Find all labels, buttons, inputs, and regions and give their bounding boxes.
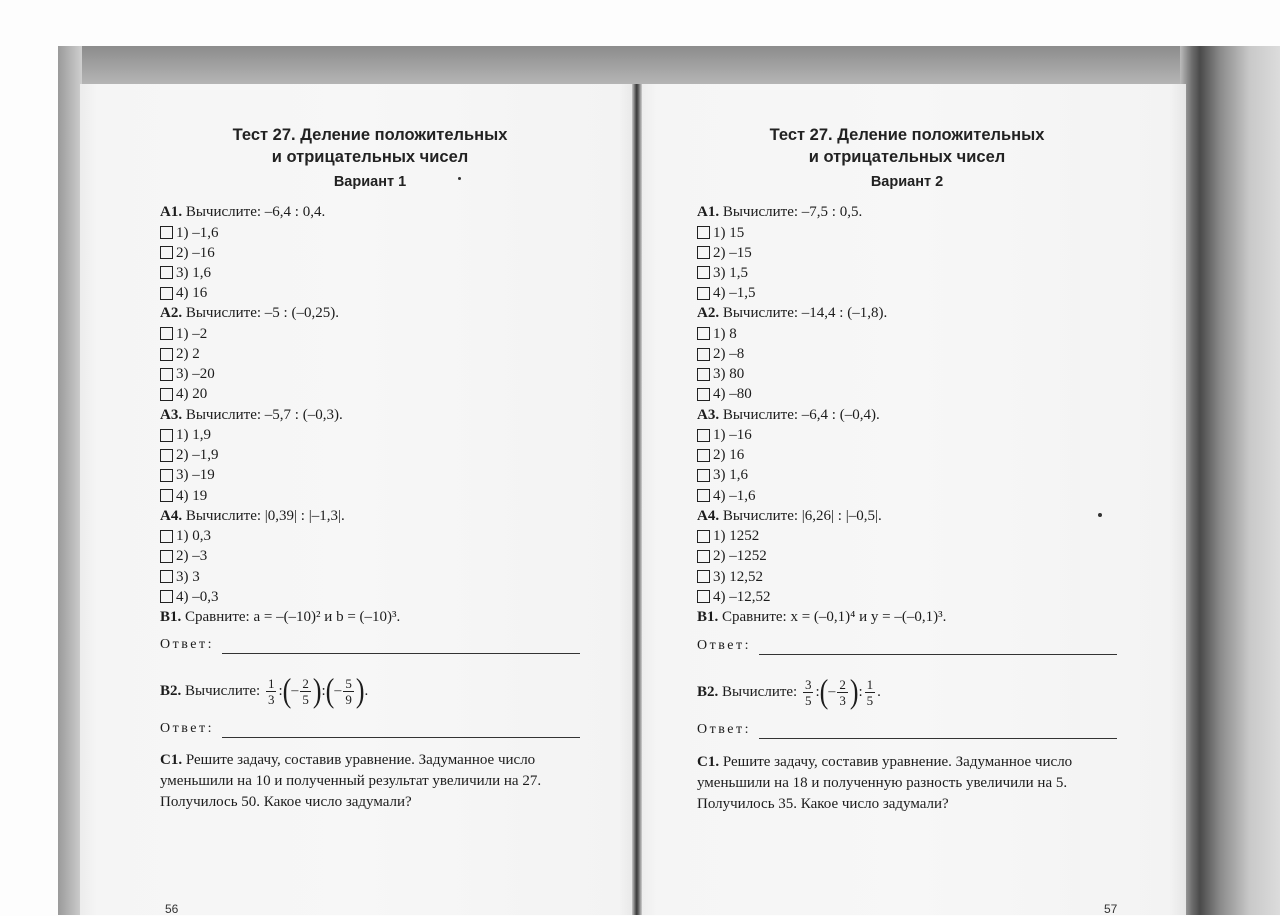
checkbox[interactable] — [160, 429, 173, 442]
option-label: 4) –1,5 — [713, 285, 756, 302]
answer-field-b1[interactable] — [697, 638, 1117, 658]
question-text — [160, 506, 600, 527]
option-label: 1) 15 — [713, 224, 745, 241]
option-label: 3) 3 — [176, 568, 200, 585]
checkbox[interactable] — [697, 348, 710, 361]
option-label: 2) –16 — [176, 244, 215, 261]
question-prompt: Вычислите: –5,7 : (–0,3). — [185, 406, 343, 423]
answer-option[interactable] — [697, 486, 1137, 506]
option-label: 2) –1252 — [713, 548, 767, 565]
option-label: 1) 1252 — [713, 528, 760, 545]
question-text — [697, 303, 1137, 324]
question-label: В2. — [697, 683, 719, 700]
question-label: А1. — [160, 204, 183, 220]
test-title-line-1: Тест 27. Деление положительных — [769, 126, 1045, 144]
question-text — [697, 202, 1137, 223]
answer-option[interactable] — [160, 425, 600, 445]
question-label: В2. — [160, 682, 182, 699]
option-label: 2) –1,9 — [176, 447, 219, 464]
answer-option[interactable] — [160, 587, 600, 607]
checkbox[interactable] — [160, 530, 173, 543]
denominator: 5 — [804, 692, 812, 708]
test-title-line-2: и отрицательных чисел — [271, 148, 469, 166]
answer-option[interactable] — [697, 324, 1137, 344]
checkbox[interactable] — [160, 246, 173, 259]
checkbox[interactable] — [160, 287, 173, 300]
question-prompt: Решите задачу, составив уравнение. Задуманное число уменьшили на 18 и полученную разность увеличили на 5. Получилось 35. Какое число задумали? — [697, 754, 1073, 812]
option-label: 3) 80 — [713, 366, 745, 383]
numerator: 1 — [267, 675, 275, 691]
option-label: 4) 20 — [176, 386, 208, 403]
option-label: 1) 1,9 — [176, 427, 211, 443]
checkbox[interactable] — [697, 368, 710, 381]
question-label: А4. — [160, 507, 183, 524]
question-b1 — [697, 607, 1137, 628]
question-text — [160, 405, 600, 426]
answer-option[interactable] — [160, 263, 600, 283]
question-text — [697, 506, 1137, 527]
answer-underline[interactable] — [759, 738, 1117, 739]
checkbox[interactable] — [160, 388, 173, 401]
option-label: 4) –0,3 — [176, 588, 219, 605]
question-a3 — [160, 405, 600, 506]
question-b2: В2. Вычислите: $\frac{3}{5}$ : ( – $\frac{2}{3}$ ) : $\frac{1}{5}$ . — [697, 672, 881, 711]
scan-edge-left — [58, 46, 82, 915]
answer-option[interactable] — [160, 465, 600, 485]
test-title-line-2: и отрицательных чисел — [808, 148, 1006, 166]
question-prompt: Вычислите: |6,26| : |–0,5|. — [722, 507, 882, 524]
answer-option[interactable] — [697, 283, 1137, 303]
question-a2 — [160, 303, 600, 404]
checkbox[interactable] — [160, 469, 173, 482]
answer-option[interactable] — [697, 364, 1137, 384]
option-label: 2) 16 — [713, 447, 745, 464]
option-label: 4) 16 — [176, 285, 208, 302]
question-prompt: Вычислите: –14,4 : (–1,8). — [722, 305, 888, 322]
answer-option[interactable] — [697, 243, 1137, 263]
checkbox[interactable] — [160, 550, 173, 563]
checkbox[interactable] — [160, 348, 173, 361]
checkbox[interactable] — [697, 287, 710, 300]
checkbox[interactable] — [697, 327, 710, 340]
question-prompt: Вычислите: |0,39| : |–1,3|. — [185, 507, 345, 524]
checkbox[interactable] — [697, 388, 710, 401]
page-number-left: 56 — [165, 902, 179, 916]
answer-option[interactable] — [697, 465, 1137, 485]
fraction — [865, 677, 876, 708]
option-label: 2) 2 — [176, 345, 200, 362]
option-label: 3) 12,52 — [713, 568, 763, 585]
question-prompt: Сравните: x = (–0,1)⁴ и y = –(–0,1)³. — [722, 609, 947, 625]
question-label: А3. — [697, 406, 720, 423]
checkbox[interactable] — [697, 226, 710, 239]
question-list — [697, 202, 1137, 628]
question-text — [160, 303, 600, 324]
question-a1 — [697, 202, 1137, 303]
question-text — [697, 405, 1137, 426]
question-label: С1. — [160, 752, 183, 768]
answer-option[interactable] — [697, 384, 1137, 404]
question-label: А1. — [697, 204, 720, 220]
checkbox[interactable] — [697, 266, 710, 279]
question-a4 — [697, 506, 1137, 607]
answer-underline[interactable] — [222, 653, 580, 654]
checkbox[interactable] — [697, 530, 710, 543]
question-label: А2. — [697, 305, 720, 322]
checkbox[interactable] — [697, 590, 710, 603]
answer-option[interactable] — [160, 364, 600, 384]
variant-heading: Вариант 2 — [870, 174, 944, 190]
answer-option[interactable] — [160, 344, 600, 364]
answer-option[interactable] — [160, 486, 600, 506]
answer-option[interactable] — [697, 223, 1137, 243]
option-label: 4) –80 — [713, 386, 752, 403]
checkbox[interactable] — [160, 226, 173, 239]
answer-field-b2[interactable] — [697, 722, 1117, 742]
option-label: 2) –3 — [176, 548, 208, 565]
checkbox[interactable] — [160, 449, 173, 462]
option-label: 1) –2 — [176, 325, 208, 342]
question-c1 — [697, 752, 1122, 815]
numerator: 5 — [345, 675, 352, 691]
option-label: 3) 1,6 — [713, 467, 748, 484]
option-label: 1) 8 — [713, 325, 737, 342]
question-prompt: Вычислите: –7,5 : 0,5. — [722, 204, 863, 220]
question-prompt: Решите задачу, составив уравнение. Задуманное число уменьшили на 10 и полученный результат увеличили на 27. Получилось 50. Какое число задумали? — [160, 752, 542, 810]
answer-option[interactable] — [160, 324, 600, 344]
option-label: 3) 1,6 — [176, 264, 211, 281]
option-label: 1) –1,6 — [176, 224, 219, 241]
question-prompt: Вычислите: — [722, 683, 798, 700]
question-a2 — [697, 303, 1137, 404]
question-label: С1. — [697, 754, 720, 770]
question-a3 — [697, 405, 1137, 506]
checkbox[interactable] — [160, 489, 173, 502]
checkbox[interactable] — [697, 550, 710, 563]
question-b1 — [160, 607, 600, 628]
question-text — [160, 202, 600, 223]
answer-option[interactable] — [160, 526, 600, 546]
option-label: 2) –8 — [713, 345, 745, 362]
checkbox[interactable] — [160, 266, 173, 279]
checkbox[interactable] — [697, 570, 710, 583]
fraction — [300, 676, 311, 707]
question-c1 — [160, 750, 585, 813]
denominator: 5 — [302, 691, 309, 707]
checkbox[interactable] — [160, 327, 173, 340]
numerator: 1 — [866, 676, 874, 692]
question-b2: В2. Вычислите: $\frac{1}{3}$ : ( – $\frac{2}{5}$ ) : ( – $\frac{5}{9}$ ) . — [160, 671, 369, 710]
question-label: В1. — [697, 609, 719, 625]
option-label: 1) 0,3 — [176, 528, 211, 545]
checkbox[interactable] — [160, 590, 173, 603]
numerator: 2 — [302, 675, 309, 691]
page-number-right: 57 — [1104, 902, 1118, 916]
answer-underline[interactable] — [222, 737, 580, 738]
option-label: 4) –1,6 — [713, 487, 756, 504]
answer-option[interactable] — [697, 263, 1137, 283]
option-label: 3) –19 — [176, 467, 215, 484]
checkbox[interactable] — [160, 368, 173, 381]
fraction — [837, 677, 848, 708]
fraction — [803, 677, 814, 708]
question-prompt: Вычислите: –6,4 : (–0,4). — [722, 406, 880, 423]
answer-label: Ответ: — [697, 638, 751, 653]
option-label: 3) –20 — [176, 366, 215, 383]
checkbox[interactable] — [697, 429, 710, 442]
option-label: 1) –16 — [713, 427, 752, 443]
question-label: А2. — [160, 305, 183, 322]
answer-option[interactable] — [697, 567, 1137, 587]
option-label: 4) –12,52 — [713, 588, 771, 605]
numerator: 3 — [804, 676, 812, 692]
checkbox[interactable] — [697, 449, 710, 462]
scan-edge-right — [1180, 46, 1280, 915]
answer-option[interactable] — [697, 526, 1137, 546]
question-label: В1. — [160, 609, 182, 625]
checkbox[interactable] — [697, 246, 710, 259]
answer-label: Ответ: — [697, 722, 751, 737]
question-label: А4. — [697, 507, 720, 524]
answer-option[interactable] — [697, 445, 1137, 465]
question-label: А3. — [160, 406, 183, 423]
answer-option[interactable] — [160, 567, 600, 587]
question-list — [160, 202, 600, 628]
option-label: 4) 19 — [176, 487, 208, 504]
denominator: 3 — [267, 691, 275, 707]
answer-label: Ответ: — [160, 637, 214, 652]
question-prompt: Вычислите: –5 : (–0,25). — [185, 305, 339, 322]
checkbox[interactable] — [697, 469, 710, 482]
denominator: 5 — [866, 692, 874, 708]
question-prompt: Вычислите: — [185, 682, 261, 699]
fraction — [266, 676, 277, 707]
question-prompt: Вычислите: –6,4 : 0,4. — [185, 204, 326, 220]
answer-option[interactable] — [160, 546, 600, 566]
denominator: 3 — [839, 692, 846, 708]
test-title — [160, 124, 580, 168]
answer-option[interactable] — [160, 243, 600, 263]
variant-heading: Вариант 1 — [333, 174, 407, 190]
option-label: 3) 1,5 — [713, 264, 748, 281]
answer-option[interactable] — [160, 283, 600, 303]
question-a4 — [160, 506, 600, 607]
answer-underline[interactable] — [759, 654, 1117, 655]
answer-option[interactable] — [697, 546, 1137, 566]
fraction — [343, 676, 354, 707]
question-prompt: Сравните: a = –(–10)² и b = (–10)³. — [185, 609, 401, 625]
denominator: 9 — [345, 691, 352, 707]
answer-field-b1[interactable] — [160, 637, 580, 657]
checkbox[interactable] — [160, 570, 173, 583]
answer-option[interactable] — [697, 344, 1137, 364]
answer-option[interactable] — [160, 384, 600, 404]
option-label: 2) –15 — [713, 244, 752, 261]
test-title-line-1: Тест 27. Деление положительных — [232, 126, 508, 144]
checkbox[interactable] — [697, 489, 710, 502]
book-spine — [632, 84, 642, 915]
answer-label: Ответ: — [160, 721, 214, 736]
answer-option[interactable] — [697, 425, 1137, 445]
question-a1 — [160, 202, 600, 303]
answer-option[interactable] — [160, 223, 600, 243]
answer-option[interactable] — [697, 587, 1137, 607]
test-title — [697, 124, 1117, 168]
numerator: 2 — [839, 676, 846, 692]
answer-option[interactable] — [160, 445, 600, 465]
answer-field-b2[interactable] — [160, 721, 580, 741]
